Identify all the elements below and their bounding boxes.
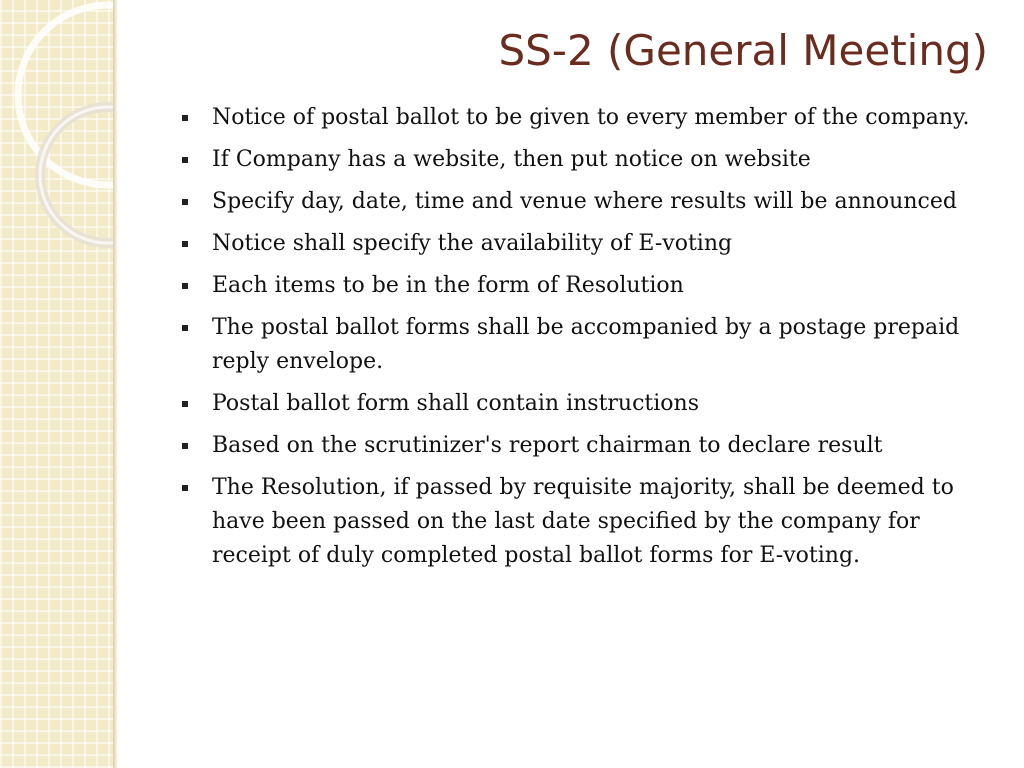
- bullet-square-icon: [182, 443, 188, 449]
- bullet-item: [176, 311, 986, 379]
- bullet-text: The postal ballot forms shall be accompanied by a postage prepaid reply envelope.: [212, 315, 960, 374]
- decorative-ring-small: [40, 107, 113, 243]
- decorative-ring-large: [18, 5, 113, 185]
- bullet-text: Postal ballot form shall contain instructions: [212, 391, 699, 416]
- slide-title: SS-2 (General Meeting): [498, 26, 988, 75]
- bullet-item: [176, 471, 986, 573]
- decorative-sidebar: [0, 0, 113, 768]
- bullet-item: [176, 387, 986, 421]
- bullet-text: The Resolution, if passed by requisite majority, shall be deemed to have been passed on the last date specified by the company for receipt of duly completed postal ballot forms for E-voting.: [212, 475, 954, 568]
- bullet-square-icon: [182, 283, 188, 289]
- bullet-square-icon: [182, 485, 188, 491]
- decorative-ring-small-highlight: [40, 107, 113, 243]
- decorative-rings-graphic: [0, 0, 113, 300]
- bullet-item: [176, 143, 986, 177]
- bullet-item: [176, 429, 986, 463]
- bullet-square-icon: [182, 325, 188, 331]
- bullet-text: Specify day, date, time and venue where results will be announced: [212, 189, 957, 214]
- bullet-item: [176, 269, 986, 303]
- bullet-text: If Company has a website, then put notice on website: [212, 147, 811, 172]
- bullet-square-icon: [182, 401, 188, 407]
- bullet-square-icon: [182, 241, 188, 247]
- bullet-text: Based on the scrutinizer's report chairman to declare result: [212, 433, 883, 458]
- bullet-item: [176, 101, 986, 135]
- bullet-list: [176, 101, 986, 581]
- bullet-item: [176, 185, 986, 219]
- bullet-square-icon: [182, 199, 188, 205]
- bullet-square-icon: [182, 115, 188, 121]
- bullet-text: Notice shall specify the availability of E-voting: [212, 231, 733, 256]
- bullet-square-icon: [182, 157, 188, 163]
- sidebar-edge: [113, 0, 118, 768]
- bullet-text: Each items to be in the form of Resolution: [212, 273, 684, 298]
- bullet-item: [176, 227, 986, 261]
- bullet-text: Notice of postal ballot to be given to every member of the company.: [212, 105, 970, 130]
